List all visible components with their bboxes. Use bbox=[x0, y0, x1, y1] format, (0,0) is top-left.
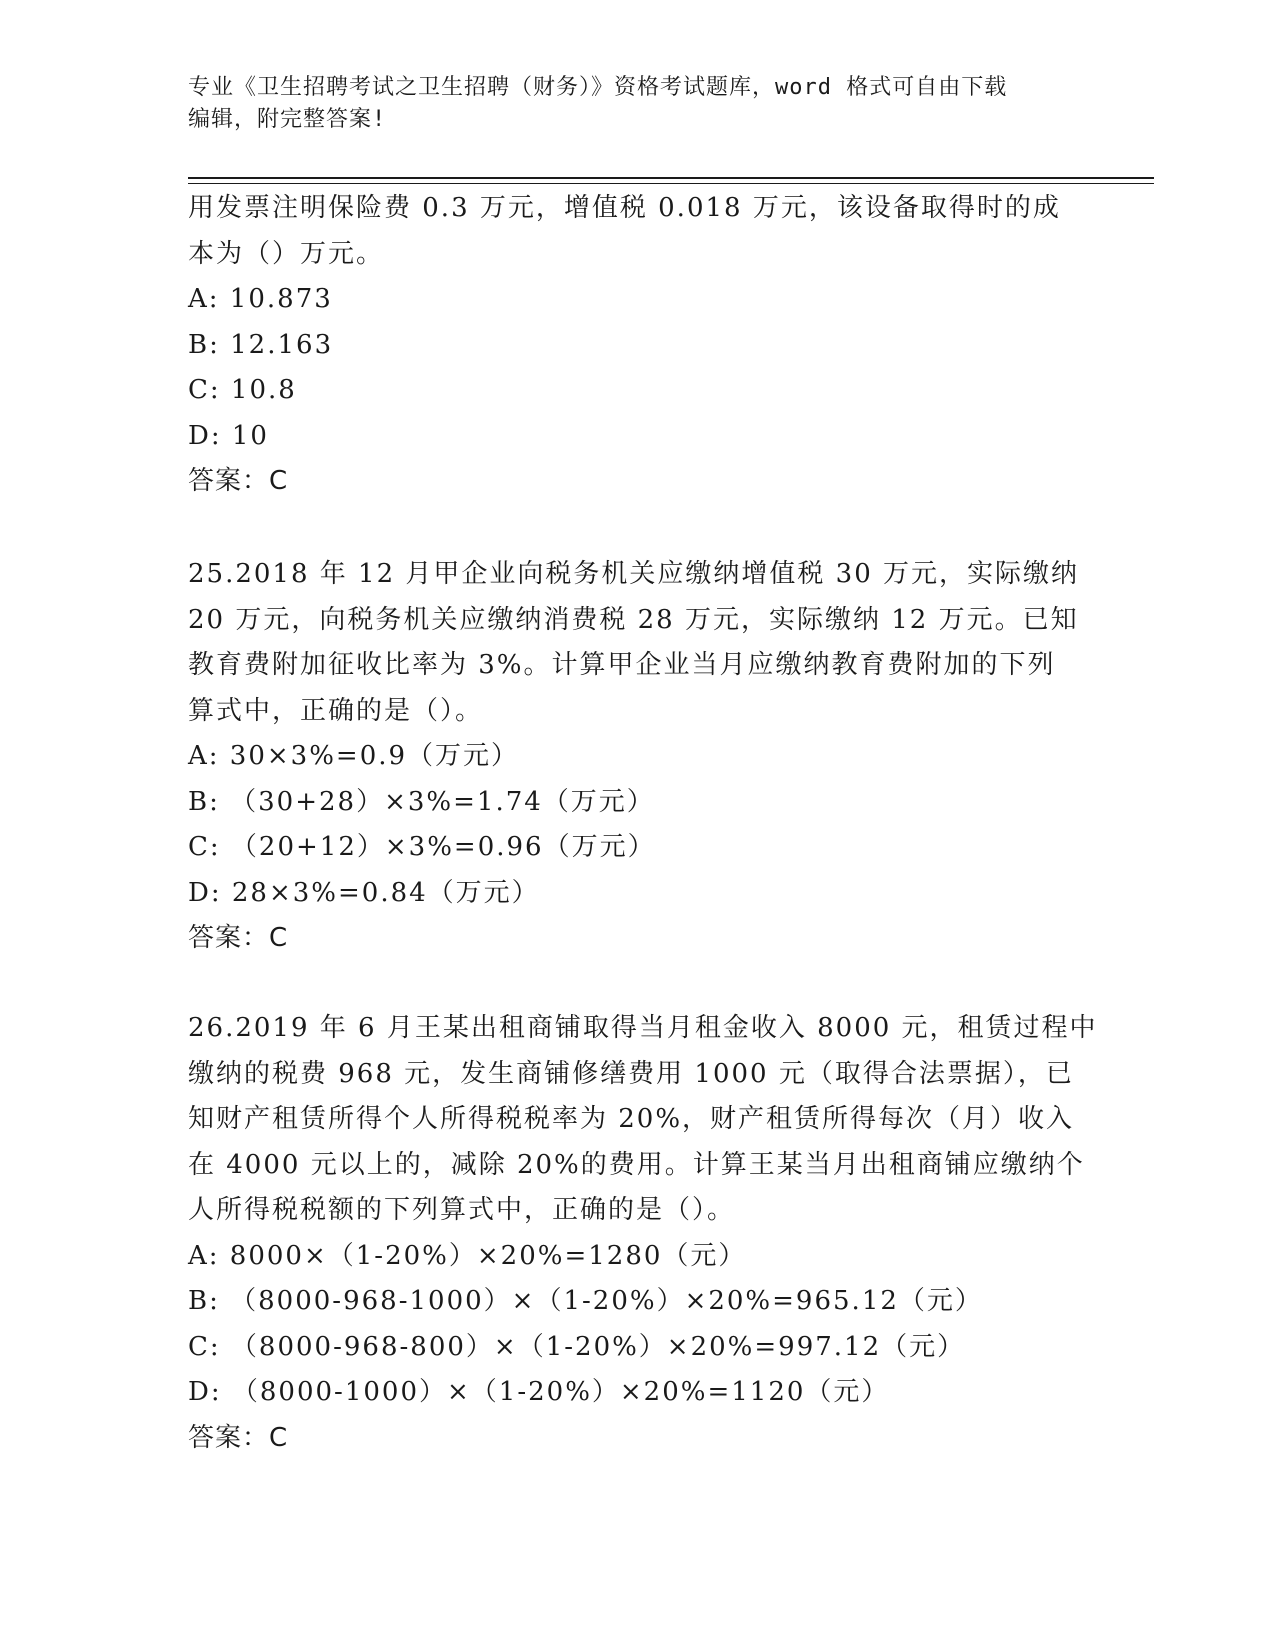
question-text-line: 用发票注明保险费 0.3 万元，增值税 0.018 万元，该设备取得时的成 bbox=[188, 193, 1061, 223]
question-text-line: 在 4000 元以上的，减除 20%的费用。计算王某当月出租商铺应缴纳个 bbox=[188, 1149, 1085, 1180]
question-text-line: 教育费附加征收比率为 3%。计算甲企业当月应缴纳教育费附加的下列 bbox=[188, 650, 1056, 680]
answer: 答案：C bbox=[188, 466, 289, 496]
question-text-line: 26.2019 年 6 月王某出租商铺取得当月租金收入 8000 元，租赁过程中 bbox=[188, 1013, 1098, 1043]
question-text-line: 20 万元，向税务机关应缴纳消费税 28 万元，实际缴纳 12 万元。已知 bbox=[188, 604, 1079, 635]
option-b: B: （30+28）×3%=1.74（万元） bbox=[188, 786, 655, 817]
option-c: C: （8000-968-800）×（1-20%）×20%=997.12（元） bbox=[188, 1331, 966, 1362]
option-a: A: 10.873 bbox=[188, 284, 333, 314]
question-26 bbox=[188, 1006, 1098, 1461]
option-d: D: （8000-1000）×（1-20%）×20%=1120（元） bbox=[188, 1377, 890, 1407]
document-header bbox=[188, 72, 1088, 136]
question-text-line: 人所得税税额的下列算式中，正确的是（）。 bbox=[188, 1195, 736, 1225]
question-text-line: 本为（）万元。 bbox=[188, 238, 385, 269]
answer: 答案：C bbox=[188, 923, 289, 953]
question-24 bbox=[188, 186, 1088, 505]
option-c: C: 10.8 bbox=[188, 375, 297, 405]
header-rule-thick bbox=[188, 177, 1154, 179]
question-text-line: 缴纳的税费 968 元，发生商铺修缮费用 1000 元（取得合法票据），已 bbox=[188, 1058, 1074, 1089]
question-text-line: 算式中，正确的是（）。 bbox=[188, 695, 484, 726]
option-c: C: （20+12）×3%=0.96（万元） bbox=[188, 832, 656, 862]
option-d: D: 28×3%=0.84（万元） bbox=[188, 877, 540, 908]
question-text-line: 25.2018 年 12 月甲企业向税务机关应缴纳增值税 30 万元，实际缴纳 bbox=[188, 559, 1080, 589]
question-25 bbox=[188, 552, 1088, 962]
option-d: D: 10 bbox=[188, 420, 269, 451]
header-line-1: 专业《卫生招聘考试之卫生招聘（财务）》资格考试题库，word 格式可自由下载 bbox=[188, 75, 1008, 100]
option-b: B: （8000-968-1000）×（1-20%）×20%=965.12（元） bbox=[188, 1286, 983, 1316]
header-line-2: 编辑，附完整答案! bbox=[188, 107, 387, 132]
option-a: A: 30×3%=0.9（万元） bbox=[188, 741, 520, 771]
option-a: A: 8000×（1-20%）×20%=1280（元） bbox=[188, 1240, 747, 1271]
answer: 答案：C bbox=[188, 1422, 289, 1453]
header-rule-thin bbox=[188, 183, 1154, 184]
question-text-line: 知财产租赁所得个人所得税税率为 20%，财产租赁所得每次（月）收入 bbox=[188, 1104, 1075, 1134]
option-b: B: 12.163 bbox=[188, 329, 334, 360]
